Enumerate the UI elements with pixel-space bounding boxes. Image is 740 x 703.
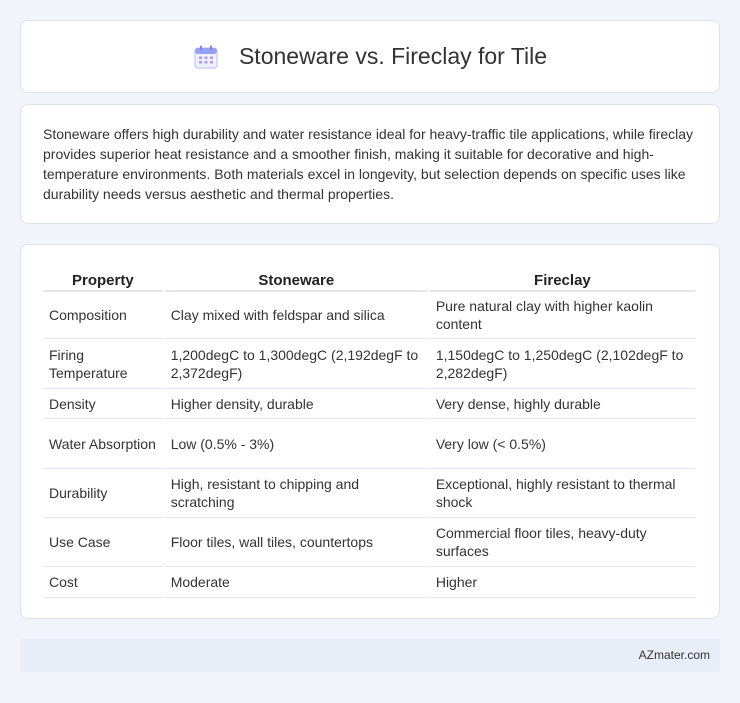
stoneware-cell: Moderate	[165, 567, 428, 598]
property-cell: Density	[43, 389, 163, 419]
table-row	[43, 518, 695, 567]
fireclay-cell: Exceptional, highly resistant to thermal shock	[430, 469, 695, 518]
footer-site-link[interactable]: AZmater.com	[638, 648, 710, 662]
fireclay-cell: Pure natural clay with higher kaolin content	[430, 292, 695, 339]
property-cell: Water Absorption	[43, 419, 163, 469]
header-property: Property	[43, 262, 163, 292]
table-row	[43, 567, 695, 598]
property-cell: Use Case	[43, 518, 163, 567]
property-cell: Composition	[43, 292, 163, 339]
fireclay-cell: Very low (< 0.5%)	[430, 419, 695, 469]
summary-text: Stoneware offers high durability and water resistance ideal for heavy-traffic tile applications, while fireclay provides superior heat resistance and a smoother finish, making it suitable for decorative and high-temperature environments. Both materials excel in longevity, but selection depends on specific uses like durability needs versus aesthetic and thermal properties.	[43, 126, 694, 202]
footer	[20, 639, 720, 672]
table-header-row	[43, 262, 695, 292]
summary-card	[20, 104, 720, 224]
property-cell: Cost	[43, 567, 163, 598]
title-row	[193, 43, 547, 70]
fireclay-cell: Higher	[430, 567, 695, 598]
stoneware-cell: High, resistant to chipping and scratching	[165, 469, 428, 518]
stoneware-cell: Low (0.5% - 3%)	[165, 419, 428, 469]
stoneware-cell: Higher density, durable	[165, 389, 428, 419]
title-card	[20, 20, 720, 93]
header-stoneware: Stoneware	[165, 262, 428, 292]
table-row	[43, 469, 695, 518]
stoneware-cell: 1,200degC to 1,300degC (2,192degF to 2,372degF)	[165, 339, 428, 389]
page-title: Stoneware vs. Fireclay for Tile	[238, 43, 548, 69]
table-row	[43, 339, 695, 389]
table-row	[43, 292, 695, 339]
property-cell: Durability	[43, 469, 163, 518]
table-row	[43, 419, 695, 469]
fireclay-cell: Very dense, highly durable	[430, 389, 695, 419]
fireclay-cell: 1,150degC to 1,250degC (2,102degF to 2,282degF)	[430, 339, 695, 389]
calendar-icon	[193, 44, 219, 70]
header-fireclay: Fireclay	[430, 262, 695, 292]
comparison-table	[41, 262, 697, 598]
stoneware-cell: Clay mixed with feldspar and silica	[165, 292, 428, 339]
property-cell: Firing Temperature	[43, 339, 163, 389]
fireclay-cell: Commercial floor tiles, heavy-duty surfaces	[430, 518, 695, 567]
table-row	[43, 389, 695, 419]
comparison-table-card	[20, 244, 720, 619]
stoneware-cell: Floor tiles, wall tiles, countertops	[165, 518, 428, 567]
